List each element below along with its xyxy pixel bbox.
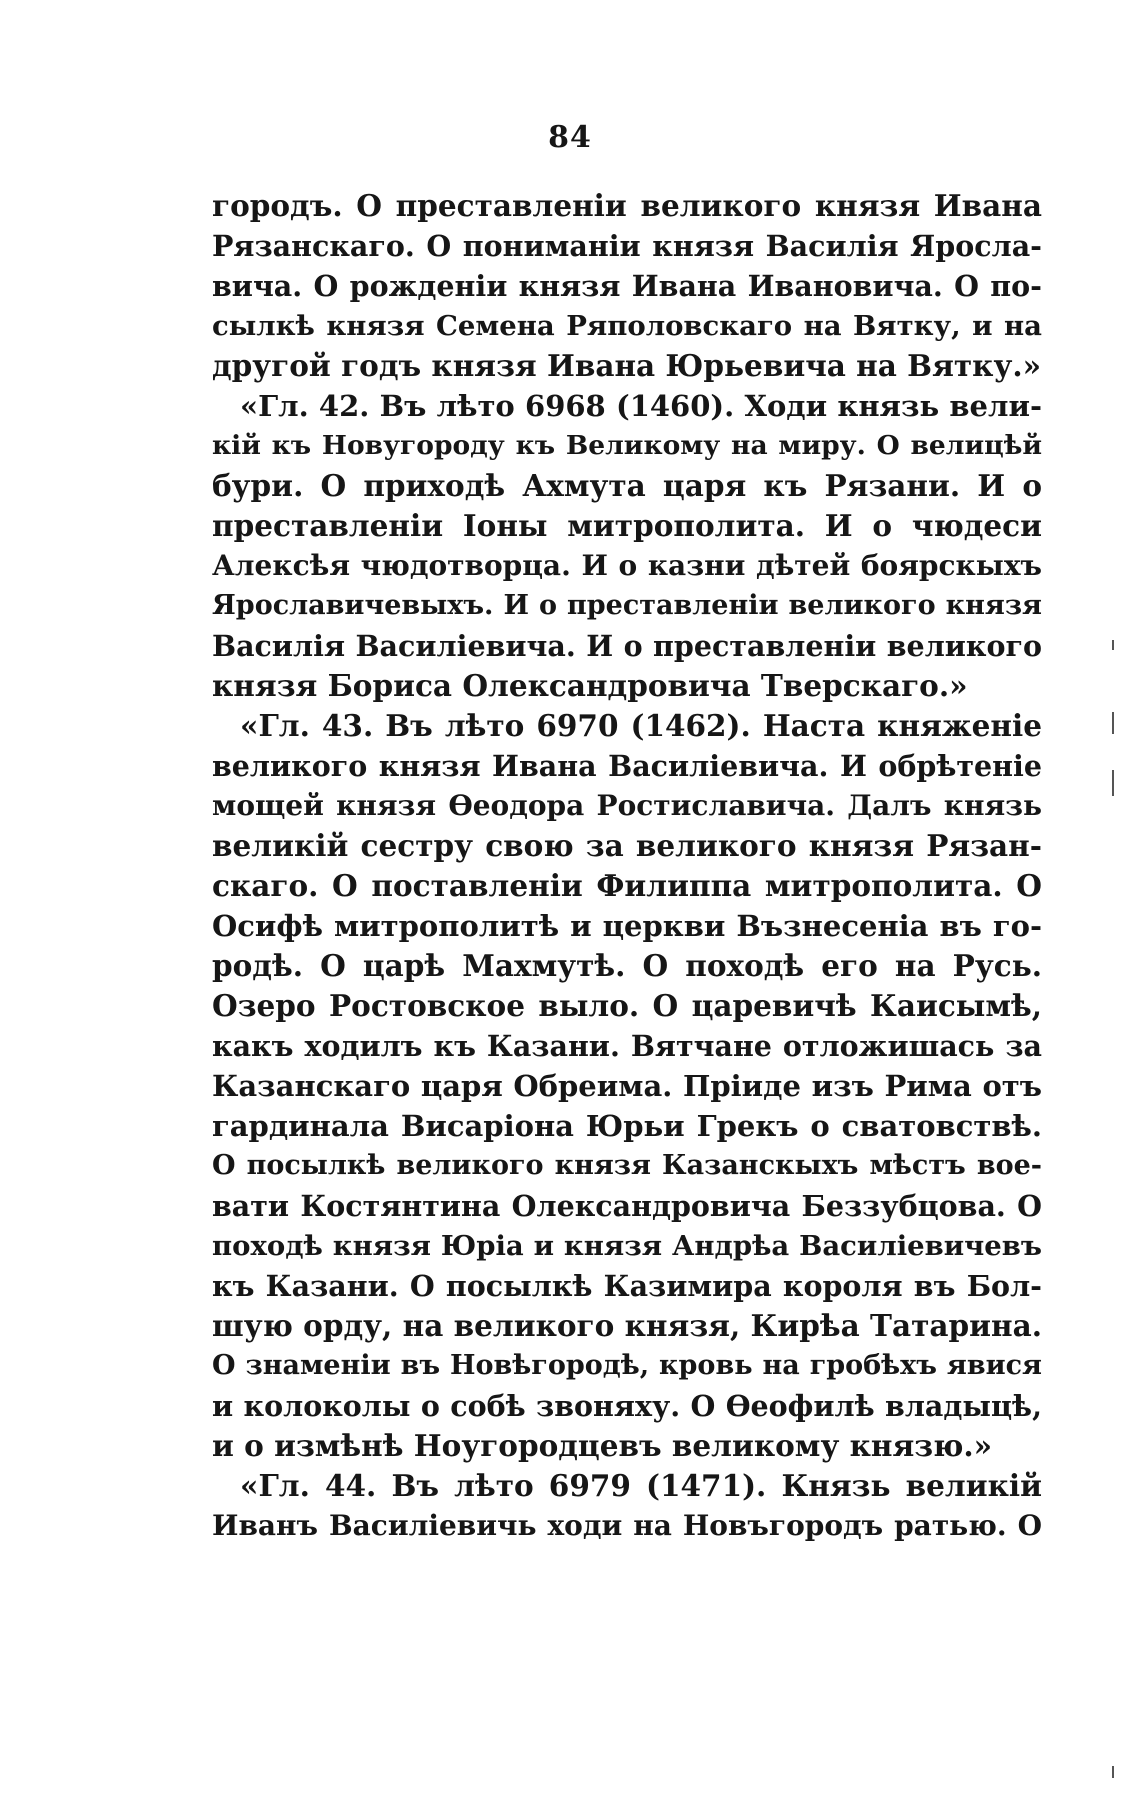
text-line: какъ ходилъ къ Казани. Вятчане отложишась за (212, 1029, 1042, 1063)
text-line: къ Казани. О посылкѣ Казимира короля въ Бол- (212, 1269, 1042, 1303)
text-line: Казанскаго царя Обреима. Пріиде изъ Рима отъ (212, 1069, 1042, 1103)
scan-mark (1112, 1766, 1114, 1778)
text-line: Алексѣя чюдотворца. И о казни дѣтей боярскыхъ (212, 549, 1042, 582)
text-line: вича. О рожденіи князя Ивана Ивановича. О по- (212, 269, 1042, 303)
text-line: родѣ. О царѣ Махмутѣ. О походѣ его на Русь. (212, 948, 1042, 983)
text-line: Рязанскаго. О пониманіи князя Василія Яросла- (212, 229, 1042, 263)
text-line: вати Костянтина Олександровича Беззубцова. О (212, 1189, 1042, 1223)
text-line: и колоколы о собѣ звоняху. О Ѳеофилѣ владыцѣ, (212, 1389, 1042, 1423)
text-line: Осифѣ митрополитѣ и церкви Възнесеніа въ го- (212, 909, 1042, 943)
text-line: сылкѣ князя Семена Ряполовскаго на Вятку, и на (212, 310, 1042, 342)
text-line: великого князя Ивана Василіевича. И обрѣтеніе (212, 749, 1042, 783)
scan-mark (1112, 640, 1114, 650)
text-line: «Гл. 43. Въ лѣто 6970 (1462). Наста княженіе (240, 708, 1042, 743)
text-line: гардинала Висаріона Юрьи Грекъ о сватовствѣ. (212, 1109, 1042, 1143)
text-line: князя Бориса Олександровича Тверскаго.» (212, 668, 968, 703)
text-line: Озеро Ростовское выло. О царевичѣ Каисымѣ, (212, 988, 1042, 1023)
text-line: другой годъ князя Ивана Юрьевича на Вятку.» (212, 348, 1042, 383)
text-line: О посылкѣ великого князя Казанскыхъ мѣстъ вое- (212, 1150, 1042, 1181)
text-line: великій сестру свою за великого князя Рязан- (212, 828, 1042, 863)
scan-mark (1112, 770, 1114, 796)
page-number: 84 (548, 120, 592, 155)
text-line: походѣ князя Юріа и князя Андрѣа Василіевичевъ (212, 1230, 1042, 1262)
text-line: кій къ Новугороду къ Великому на миру. О велицѣй (212, 430, 1042, 461)
text-line: «Гл. 44. Въ лѣто 6979 (1471). Князь великій (240, 1468, 1042, 1503)
text-line: Иванъ Василіевичь ходи на Новъгородъ ратью. О (212, 1509, 1042, 1542)
text-line: преставленіи Іоны митрополита. И о чюдеси (212, 508, 1042, 543)
body-text (212, 186, 1042, 1546)
text-line: и о измѣнѣ Ноугородцевъ великому князю.» (212, 1428, 993, 1463)
text-line: О знаменіи въ Новѣгородѣ, кровь на гробѣхъ явися (212, 1350, 1042, 1381)
text-line: городъ. О преставленіи великого князя Ивана (212, 188, 1042, 223)
text-line: Ярославичевыхъ. И о преставленіи великого князя (212, 590, 1042, 621)
scan-mark (1112, 712, 1114, 734)
text-line: мощей князя Ѳеодора Ростиславича. Далъ князь (212, 789, 1042, 822)
text-line: «Гл. 42. Въ лѣто 6968 (1460). Ходи князь вели- (240, 389, 1042, 423)
text-line: шую орду, на великого князя, Кирѣа Татарина. (212, 1308, 1042, 1343)
text-line: скаго. О поставленіи Филиппа митрополита. О (212, 868, 1042, 903)
text-line: бури. О приходѣ Ахмута царя къ Рязани. И о (212, 468, 1042, 503)
text-line: Василія Василіевича. И о преставленіи великого (212, 629, 1042, 663)
